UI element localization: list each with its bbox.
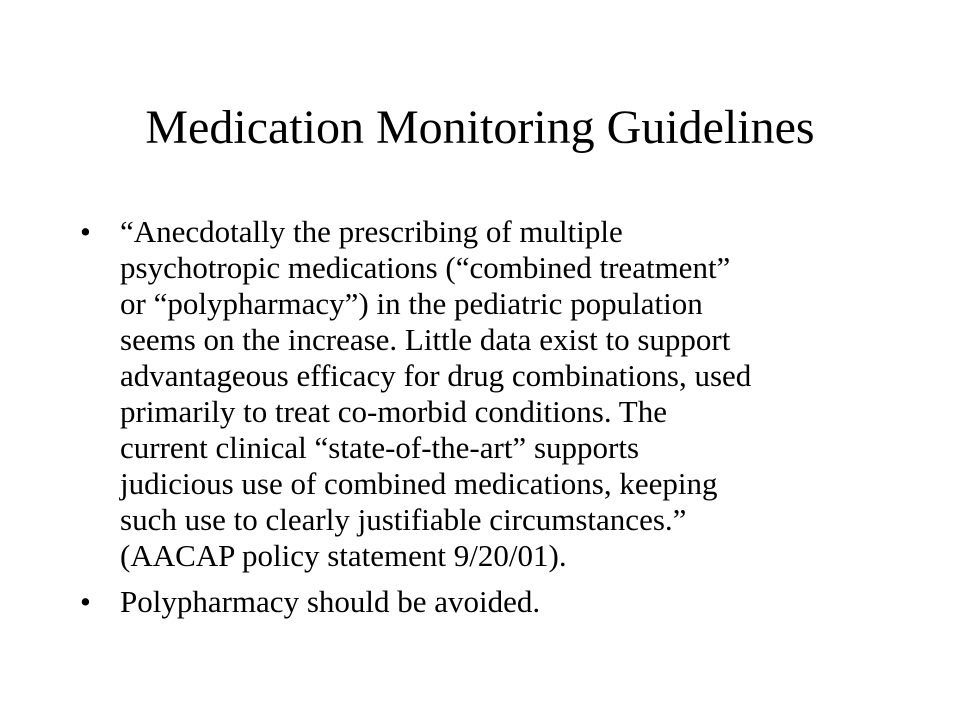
bullet-text-line: seems on the increase. Little data exist to support xyxy=(120,322,731,357)
bullet-list xyxy=(80,214,900,630)
bullet-text-line: current clinical “state-of-the-art” supports xyxy=(120,430,640,465)
bullet-text-line: advantageous efficacy for drug combinations, used xyxy=(120,358,752,393)
bullet-icon: • xyxy=(80,214,91,249)
slide-title: Medication Monitoring Guidelines xyxy=(145,101,815,154)
bullet-text-line: such use to clearly justifiable circumstances.” xyxy=(120,502,687,537)
bullet-item-polypharmacy xyxy=(80,584,900,620)
bullet-text-line: Polypharmacy should be avoided. xyxy=(120,584,541,619)
bullet-text-line: or “polypharmacy”) in the pediatric population xyxy=(120,286,703,321)
bullet-icon: • xyxy=(80,584,91,619)
bullet-text-line: primarily to treat co-morbid conditions. The xyxy=(120,394,667,429)
bullet-text-line: (AACAP policy statement 9/20/01). xyxy=(120,538,567,573)
bullet-text-line: psychotropic medications (“combined treatment” xyxy=(120,250,731,285)
bullet-text-line: “Anecdotally the prescribing of multiple xyxy=(120,214,623,249)
bullet-item-quote xyxy=(80,214,900,574)
bullet-text-line: judicious use of combined medications, keeping xyxy=(120,466,718,501)
